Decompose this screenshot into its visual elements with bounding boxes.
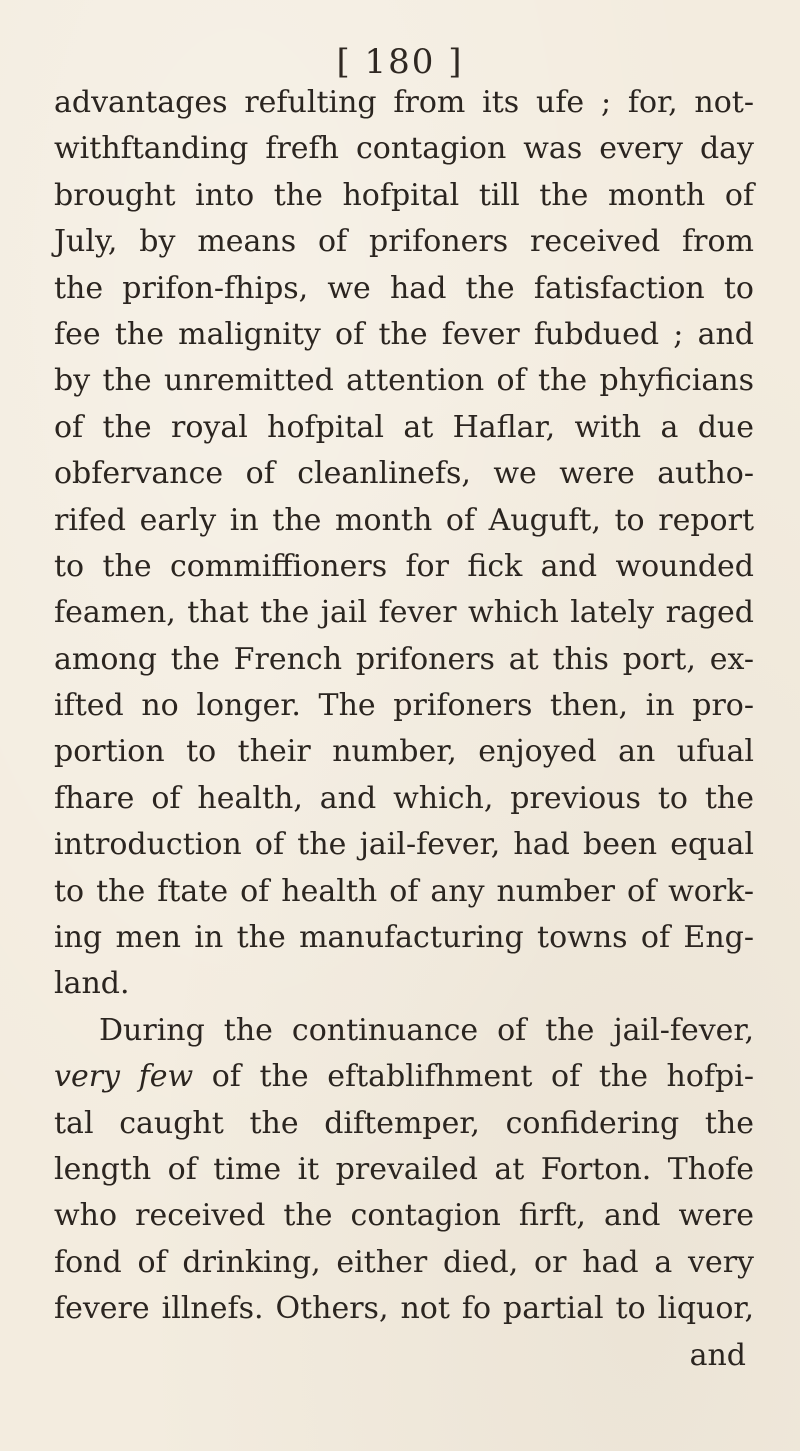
- text-line: portion to their number, enjoyed an ufual: [54, 734, 754, 770]
- text-line: length of time it prevailed at Forton. Thofe: [54, 1151, 754, 1187]
- text-line: fee the malignity of the fever fubdued ; and: [54, 316, 754, 352]
- text-line-with-italic: [54, 1054, 754, 1100]
- text-line: advantages refulting from its ufe ; for, not-: [54, 85, 754, 120]
- paragraph-start-line: During the continuance of the jail-fever,: [99, 1012, 754, 1048]
- text-line-rest: of the eftablifhment of the hofpi-: [193, 1059, 754, 1095]
- text-line: ing men in the manufacturing towns of Eng-: [54, 920, 754, 956]
- text-line: by the unremitted attention of the phyficians: [54, 363, 754, 399]
- text-line: tal caught the diftemper, confidering the: [54, 1105, 754, 1141]
- text-line: ifted no longer. The prifoners then, in pro-: [54, 688, 754, 724]
- text-line: obfervance of cleanlinefs, we were autho-: [54, 456, 754, 492]
- text-line: the prifon-fhips, we had the fatisfaction to: [54, 270, 754, 306]
- text-line: fond of drinking, either died, or had a very: [54, 1244, 754, 1280]
- text-line: fhare of health, and which, previous to the: [54, 780, 754, 816]
- italic-phrase: very few: [54, 1059, 194, 1095]
- text-line: July, by means of prifoners received from: [54, 224, 754, 260]
- text-line: of the royal hofpital at Haflar, with a due: [54, 409, 754, 445]
- text-line: introduction of the jail-fever, had been equal: [54, 827, 754, 863]
- text-line: who received the contagion firft, and were: [54, 1198, 754, 1234]
- text-line: fevere illnefs. Others, not fo partial to liquor,: [54, 1291, 754, 1327]
- text-line: among the French prifoners at this port, ex-: [54, 641, 754, 677]
- catchword: and: [689, 1337, 746, 1373]
- text-line: land.: [54, 966, 130, 1002]
- text-line: withftanding frefh contagion was every day: [54, 131, 754, 167]
- body-text: [54, 80, 754, 1379]
- text-line: brought into the hofpital till the month of: [54, 177, 754, 213]
- text-line: to the commiffioners for fick and wounded: [54, 548, 754, 584]
- page-number: [ 180 ]: [336, 42, 464, 82]
- text-line: to the ftate of health of any number of work-: [54, 873, 754, 909]
- text-line: feamen, that the jail fever which lately raged: [54, 595, 754, 631]
- text-line: rifed early in the month of Auguft, to report: [54, 502, 754, 538]
